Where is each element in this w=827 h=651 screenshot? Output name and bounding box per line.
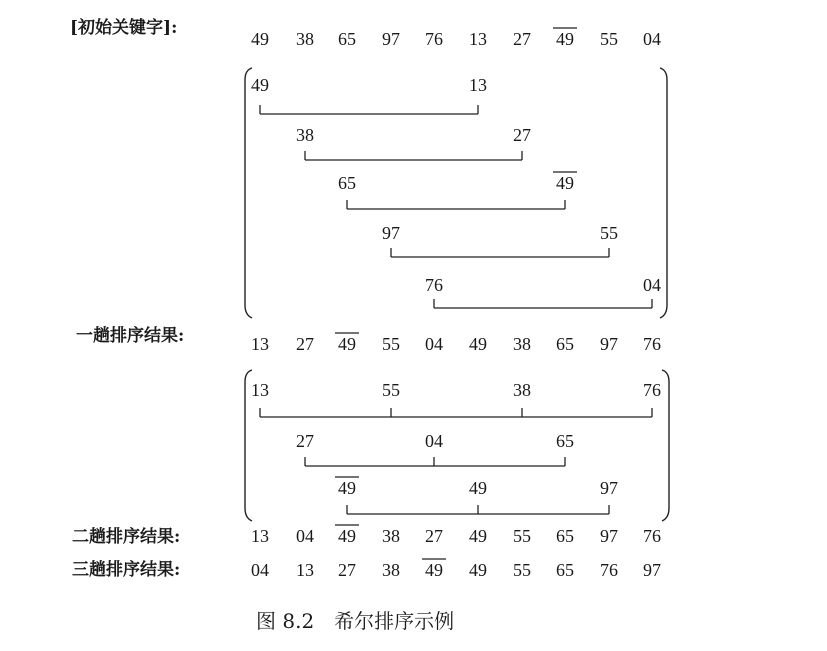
pass1-group-3 <box>338 172 577 209</box>
group-value: 13 <box>251 380 269 400</box>
group-value: 65 <box>556 431 574 451</box>
group-value: 04 <box>425 431 443 451</box>
row-pass3-value: 76 <box>600 560 618 580</box>
row-pass2-value: 38 <box>382 526 400 546</box>
label-pass3-result: 三趟排序结果: <box>72 560 181 580</box>
label-pass2-result: 二趟排序结果: <box>72 527 181 547</box>
group-value: 49 <box>338 478 356 498</box>
row-pass3 <box>251 559 661 580</box>
row-pass2 <box>251 525 661 546</box>
pass2-group-1 <box>251 380 661 417</box>
group-value: 49 <box>251 75 269 95</box>
row-pass3-value: 13 <box>296 560 314 580</box>
group-value: 38 <box>296 125 314 145</box>
row-pass1-value: 65 <box>556 334 574 354</box>
right-bracket-pass1 <box>660 68 667 318</box>
pass1-group-1 <box>251 75 487 114</box>
row-pass3-value: 49 <box>469 560 487 580</box>
pass1-group-2 <box>296 125 531 160</box>
group-value: 38 <box>513 380 531 400</box>
row-pass3-value: 65 <box>556 560 574 580</box>
row-pass3-value: 55 <box>513 560 531 580</box>
pass1-group-4 <box>382 223 618 257</box>
row-initial-value: 55 <box>600 29 618 49</box>
left-bracket-pass1 <box>245 68 252 318</box>
row-pass1-value: 97 <box>600 334 618 354</box>
row-pass1-value: 49 <box>469 334 487 354</box>
group-value: 55 <box>382 380 400 400</box>
row-initial-value: 27 <box>513 29 531 49</box>
row-pass2-value: 04 <box>296 526 314 546</box>
pass2-group-2 <box>296 431 574 466</box>
row-pass2-value: 97 <box>600 526 618 546</box>
group-value: 97 <box>382 223 400 243</box>
row-pass1-value: 49 <box>338 334 356 354</box>
figure-caption: 图 8.2 希尔排序示例 <box>256 609 455 633</box>
row-pass1 <box>251 333 661 354</box>
row-initial <box>251 28 661 49</box>
label-initial-keys: [初始关键字]: <box>70 18 178 38</box>
row-pass1-value: 76 <box>643 334 661 354</box>
row-pass3-value: 49 <box>425 560 443 580</box>
label-pass1-result: 一趟排序结果: <box>76 326 185 346</box>
row-pass1-value: 13 <box>251 334 269 354</box>
row-pass3-value: 04 <box>251 560 269 580</box>
row-pass2-value: 27 <box>425 526 443 546</box>
group-value: 55 <box>600 223 618 243</box>
group-value: 27 <box>513 125 531 145</box>
group-value: 49 <box>556 173 574 193</box>
group-value: 27 <box>296 431 314 451</box>
row-pass1-value: 04 <box>425 334 443 354</box>
row-pass3-value: 38 <box>382 560 400 580</box>
row-pass2-value: 76 <box>643 526 661 546</box>
row-initial-value: 38 <box>296 29 314 49</box>
group-value: 04 <box>643 275 661 295</box>
row-initial-value: 49 <box>251 29 269 49</box>
pass2-group-3 <box>335 477 618 514</box>
group-value: 76 <box>425 275 443 295</box>
row-pass3-value: 27 <box>338 560 356 580</box>
row-pass1-value: 38 <box>513 334 531 354</box>
row-initial-value: 97 <box>382 29 400 49</box>
row-initial-value: 65 <box>338 29 356 49</box>
group-value: 76 <box>643 380 661 400</box>
pass1-group-5 <box>425 275 661 308</box>
right-bracket-pass2 <box>662 370 669 521</box>
row-initial-value: 04 <box>643 29 661 49</box>
row-initial-value: 13 <box>469 29 487 49</box>
row-pass2-value: 55 <box>513 526 531 546</box>
row-initial-value: 76 <box>425 29 443 49</box>
row-pass2-value: 49 <box>338 526 356 546</box>
row-pass2-value: 65 <box>556 526 574 546</box>
row-pass2-value: 49 <box>469 526 487 546</box>
group-value: 49 <box>469 478 487 498</box>
row-pass2-value: 13 <box>251 526 269 546</box>
subsequence-groups <box>251 75 661 514</box>
row-pass1-value: 55 <box>382 334 400 354</box>
row-pass1-value: 27 <box>296 334 314 354</box>
group-value: 97 <box>600 478 618 498</box>
group-value: 65 <box>338 173 356 193</box>
group-value: 13 <box>469 75 487 95</box>
row-pass3-value: 97 <box>643 560 661 580</box>
row-initial-value: 49 <box>556 29 574 49</box>
